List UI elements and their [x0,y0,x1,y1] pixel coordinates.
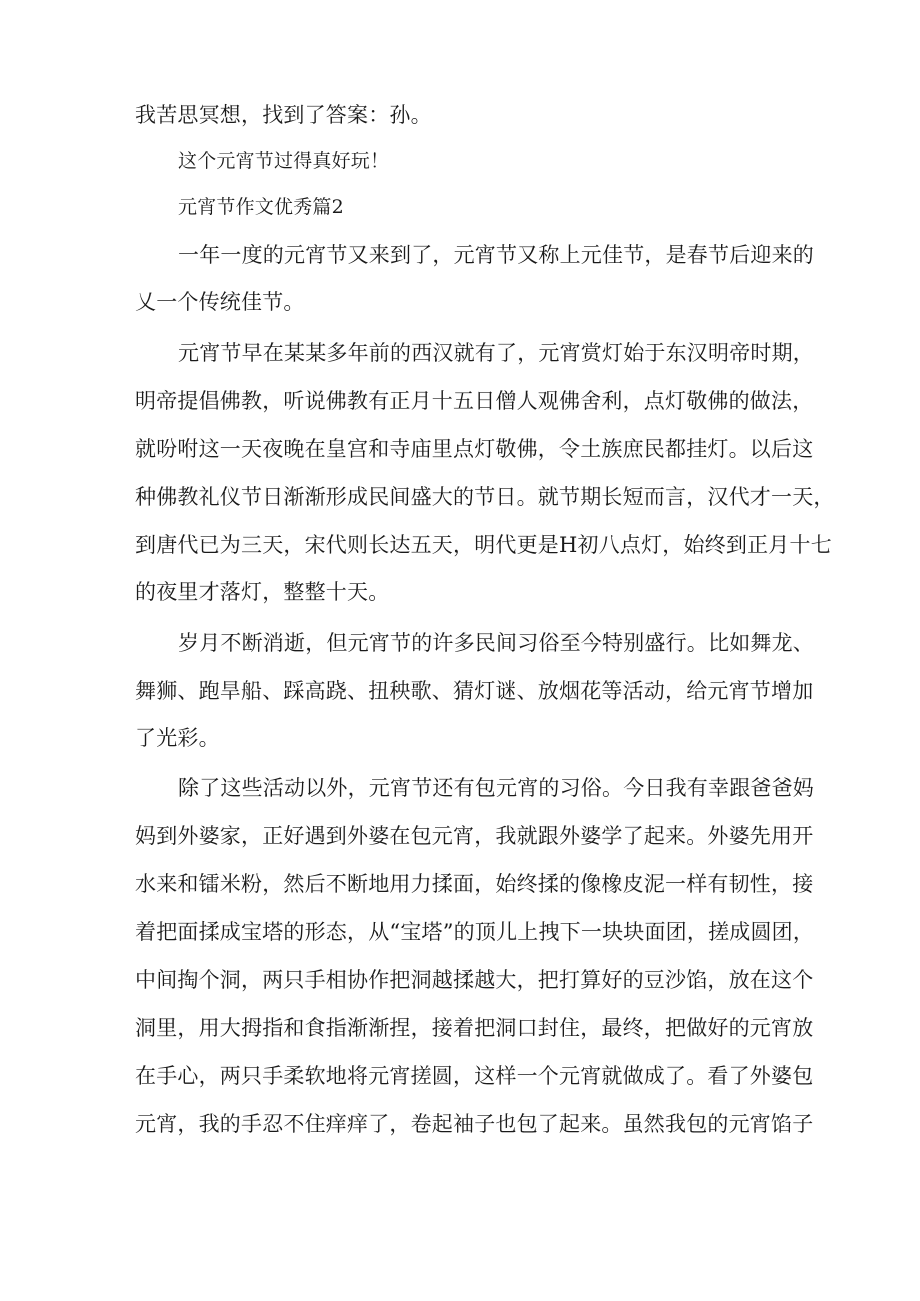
text-line: 的夜里才落灯，整整十天。 [135,580,390,604]
text-line: 中间掏个洞，两只手相协作把洞越揉越大，把打算好的豆沙馅，放在这个 [135,968,814,992]
text-line: 着把面揉成宝塔的形态，从“宝塔”的顶儿上拽下一块块面团，搓成圆团， [135,920,815,944]
text-line: 水来和镭米粉，然后不断地用力揉面，始终揉的像橡皮泥一样有韧性，接 [135,872,814,896]
text-line: 我苦思冥想，找到了答案：孙。 [135,103,432,127]
text-line: 这个元宵节过得真好玩！ [178,150,390,172]
text-line: 到唐代已为三天，宋代则长达五天，明代更是H初八点灯，始终到正月十七 [135,533,832,557]
text-line: 一年一度的元宵节又来到了，元宵节又称上元佳节，是春节后迎来的 [178,243,814,267]
text-line: 了光彩。 [135,726,220,750]
text-line: 在手心，两只手柔软地将元宵搓圆，这样一个元宵就做成了。看了外婆包 [135,1064,814,1088]
text-line: 乂一个传统佳节。 [135,290,305,314]
text-line: 除了这些活动以外，元宵节还有包元宵的习俗。今日我有幸跟爸爸妈 [178,776,814,800]
text-line: 岁月不断消逝，但元宵节的许多民间习俗至今特别盛行。比如舞龙、 [178,631,814,655]
text-line: 洞里，用大拇指和食指渐渐捏，接着把洞口封住，最终，把做好的元宵放 [135,1016,814,1040]
text-line: 元宵，我的手忍不住痒痒了，卷起袖子也包了起来。虽然我包的元宵馅子 [135,1112,814,1136]
text-line: 明帝提倡佛教，听说佛教有正月十五日僧人观佛舍利，点灯敬佛的做法， [135,389,814,413]
text-line: 妈到外婆家，正好遇到外婆在包元宵，我就跟外婆学了起来。外婆先用开 [135,824,814,848]
text-line: 就吩咐这一天夜晚在皇宫和寺庙里点灯敬佛，令土族庶民都挂灯。以后这 [135,437,814,461]
section-heading: 元宵节作文优秀篇2 [178,196,344,218]
text-line: 种佛教礼仪节日渐渐形成民间盛大的节日。就节期长短而言，汉代才一天， [135,485,835,509]
text-line: 舞狮、跑旱船、踩高跷、扭秧歌、猜灯谜、放烟花等活动，给元宵节增加 [135,679,814,703]
text-line: 元宵节早在某某多年前的西汉就有了，元宵赏灯始于东汉明帝时期， [178,341,814,365]
